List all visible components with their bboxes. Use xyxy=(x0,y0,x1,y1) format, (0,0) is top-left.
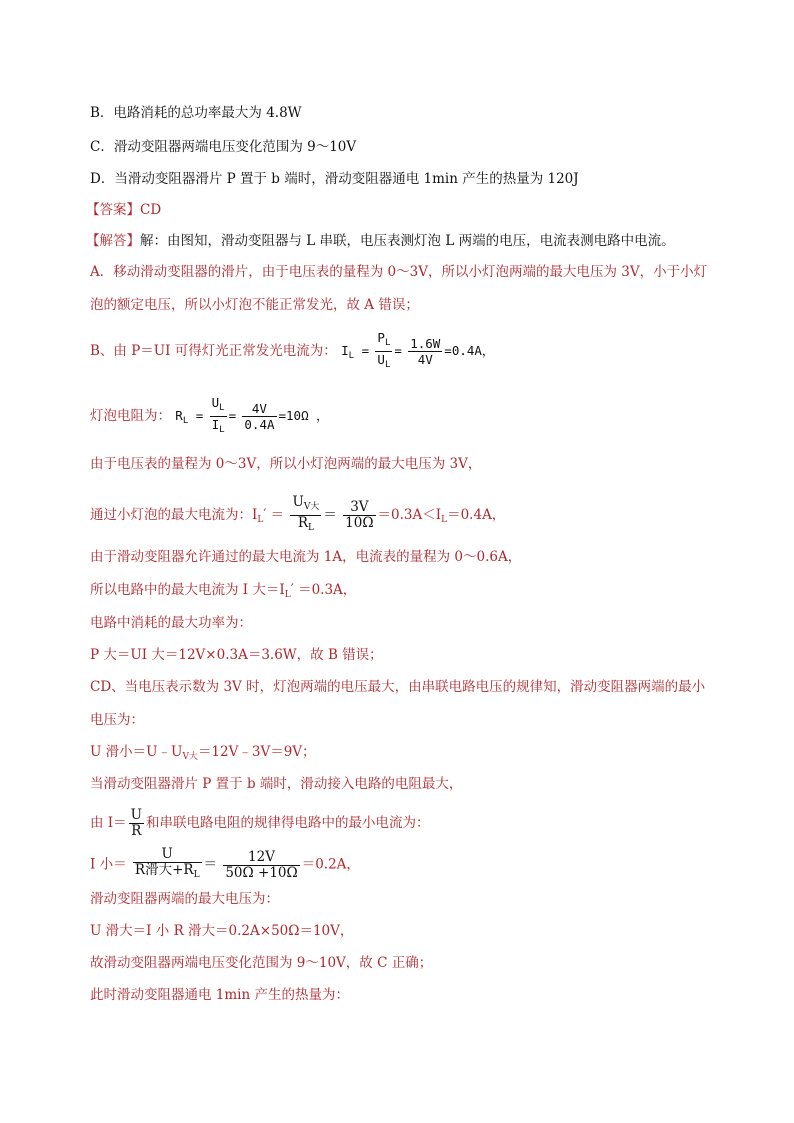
analysis-imax: 所以电路中的最大电流为 I 大$=I_L' =0.3A$， xyxy=(90,582,357,600)
analysis-a-line2: 泡的额定电压，所以小灯泡不能正常发光，故 A 错误； xyxy=(90,297,419,313)
analysis-pmax: P 大＝UI 大＝12V×0.3A＝3.6W，故 B 错误； xyxy=(90,647,383,663)
option-c: C．滑动变阻器两端电压变化范围为 9～10V xyxy=(90,139,357,155)
analysis-b-end: 当滑动变阻器滑片 P 置于 b 端时，滑动接入电路的电阻最大， xyxy=(90,776,463,792)
analysis-umax: U 滑大＝I 小 R 滑大＝0.2A×50Ω＝10V， xyxy=(90,923,354,939)
imax-frac-symbolic: $\frac{U_{V大}}{R_L}$ xyxy=(292,494,320,533)
analysis-ohm-law: 由 I＝ $\frac{U}{R}$ 和串联电路电阻的规律得电路中的最小电流为： xyxy=(90,807,430,839)
analysis-umax-label: 滑动变阻器两端的最大电压为： xyxy=(90,891,279,907)
b-lhs: $I_L$ = xyxy=(341,343,370,361)
analysis-rheostat-limit: 由于滑动变阻器允许通过的最大电流为 1A，电流表的量程为 0～0.6A， xyxy=(90,549,522,565)
answer-label: 【答案】 xyxy=(86,202,140,218)
analysis-cd-line1: CD、当电压表示数为 3V 时，灯泡两端的电压最大，由串联电路电压的规律知，滑动变阻器两端的最小 xyxy=(90,679,706,695)
analysis-resistance: 灯泡电阻为： $R_L$ = $\frac{U_L}{I_L}$ = $\frac{4V}{0.4A}$ =10Ω ， xyxy=(90,395,329,438)
b-result: =0.4A， xyxy=(444,343,495,358)
analysis-label: 【解答】 xyxy=(86,233,140,249)
imin-frac-symbolic: $\frac{U}{R滑大+R_L}$ xyxy=(134,846,200,880)
r-result: =10Ω ， xyxy=(278,408,329,423)
ohm-frac: $\frac{U}{R}$ xyxy=(130,807,143,839)
b-frac-symbolic: $\frac{P_L}{U_L}$ xyxy=(377,330,391,370)
analysis-imax-formula: 通过小灯泡的最大电流为：$I_L'$ ＝ $\frac{U_{V大}}{R_L}$ ＝ $\frac{3V}{10\Omega}$ $=0.3A<I_L=0.4A$， xyxy=(90,495,505,536)
analysis-heat-label: 此时滑动变阻器通电 1min 产生的热量为： xyxy=(90,987,349,1003)
analysis-intro xyxy=(86,232,675,250)
analysis-u-min: U 滑小$=U﹣U_{V大}=12V﹣3V=9V$； xyxy=(90,744,316,762)
r-frac-numeric: $\frac{4V}{0.4A}$ xyxy=(244,401,275,432)
b-prefix: B、由 P＝UI 可得灯光正常发光电流为： xyxy=(90,343,337,359)
answer-value: CD xyxy=(140,202,162,218)
analysis-imin-formula: I 小＝ $\frac{U}{R滑大+R_L}$ ＝ $\frac{12V}{50\Omega +10\Omega}$ ＝0.2A， xyxy=(90,847,360,883)
analysis-b-formula: B、由 P＝UI 可得灯光正常发光电流为： $I_L$ = $\frac{P_L}{U_L}$ = $\frac{1.6W}{4V}$ =0.4A， xyxy=(90,330,494,373)
analysis-voltmeter-range: 由于电压表的量程为 0～3V，所以小灯泡两端的最大电压为 3V， xyxy=(90,456,482,472)
imax-frac-numeric: $\frac{3V}{10\Omega}$ xyxy=(345,499,374,531)
analysis-cd-line2: 电压为： xyxy=(90,712,144,728)
r-prefix: 灯泡电阻为： xyxy=(90,408,171,424)
answer-line xyxy=(86,201,161,219)
r-frac-symbolic: $\frac{U_L}{I_L}$ xyxy=(211,395,225,435)
option-d: D．当滑动变阻器滑片 P 置于 b 端时，滑动变阻器通电 1min 产生的热量为 120J xyxy=(90,171,579,187)
imin-frac-numeric: $\frac{12V}{50\Omega +10\Omega}$ xyxy=(225,848,298,881)
analysis-c-correct: 故滑动变阻器两端电压变化范围为 9～10V，故 C 正确； xyxy=(90,955,433,971)
analysis-a-line1: A．移动滑动变阻器的滑片，由于电压表的量程为 0～3V，所以小灯泡两端的最大电压为 3V，小于小灯 xyxy=(90,264,708,280)
analysis-pmax-label: 电路中消耗的最大功率为： xyxy=(90,615,252,631)
option-b: B．电路消耗的总功率最大为 4.8W xyxy=(90,105,302,121)
b-frac-numeric: $\frac{1.6W}{4V}$ xyxy=(410,336,441,367)
analysis-intro-text: 解：由图知，滑动变阻器与 L 串联，电压表测灯泡 L 两端的电压，电流表测电路中电流。 xyxy=(140,233,675,249)
r-lhs: $R_L$ = xyxy=(175,408,204,426)
